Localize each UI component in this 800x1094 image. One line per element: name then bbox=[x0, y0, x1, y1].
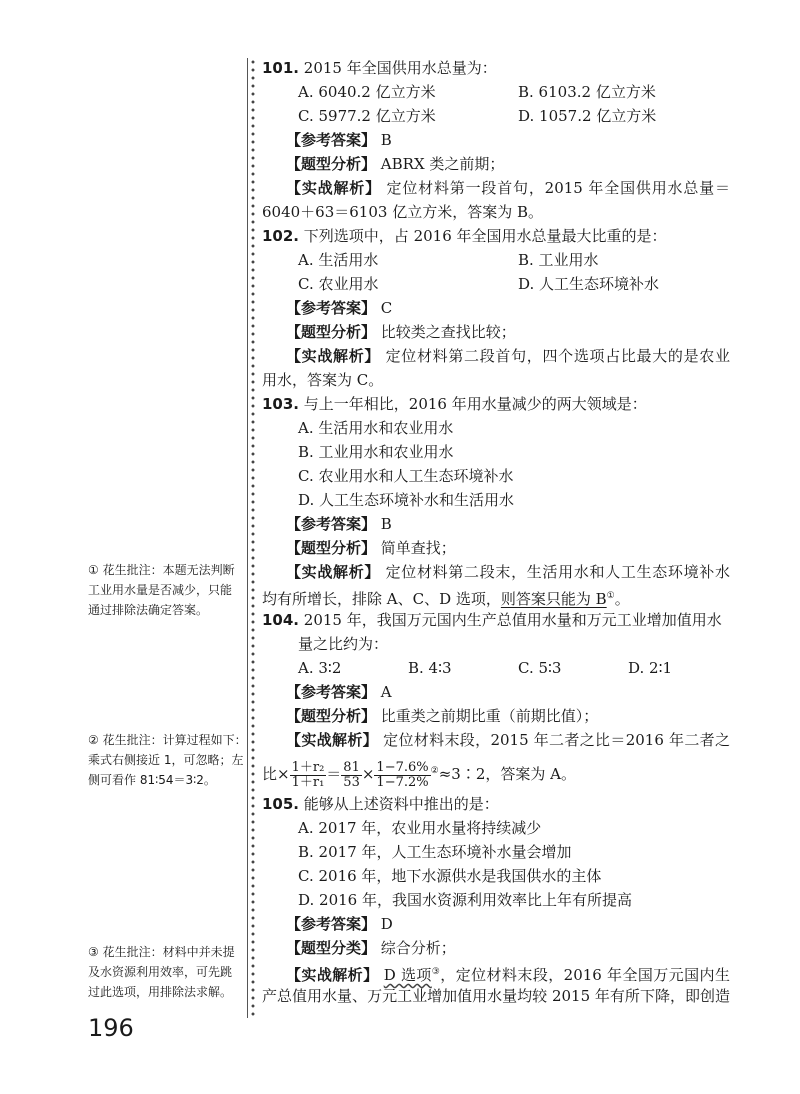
side-note-1: ① 花生批注：本题无法判断 工业用水量是否减少，只能 通过排除法确定答案。 bbox=[88, 563, 235, 617]
answer-value: A bbox=[380, 683, 392, 701]
q104-question-line1: 2015 年，我国万元国内生产总值用水量和万元工业增加值用水 bbox=[303, 611, 722, 629]
option-d-wavy: D 选项 bbox=[383, 966, 432, 984]
q101-option-b: B. 6103.2 亿立方米 bbox=[518, 83, 656, 101]
q102-option-b: B. 工业用水 bbox=[518, 251, 599, 269]
q104-option-a: A. 3∶2 bbox=[298, 659, 342, 677]
analysis-label: 【实战解析】 bbox=[286, 966, 379, 984]
q105-answer bbox=[286, 914, 393, 934]
q105-option-a: A. 2017 年，农业用水量将持续减少 bbox=[298, 819, 542, 837]
q102-type bbox=[286, 322, 516, 342]
footnote-ref-1: ① bbox=[606, 591, 615, 601]
q105-stem bbox=[262, 794, 499, 814]
type-label: 【题型分析】 bbox=[286, 539, 377, 557]
q101-stem bbox=[262, 58, 497, 78]
type-label: 【题型分析】 bbox=[286, 155, 377, 173]
answer-label: 【参考答案】 bbox=[286, 915, 377, 933]
q105-option-c: C. 2016 年，地下水源供水是我国供水的主体 bbox=[298, 867, 602, 885]
q105-type bbox=[286, 938, 456, 958]
q102-stem bbox=[262, 226, 667, 246]
q102-option-d: D. 人工生态环境补水 bbox=[518, 275, 660, 293]
q102-question: 下列选项中，占 2016 年全国用水总量最大比重的是： bbox=[303, 227, 667, 245]
answer-label: 【参考答案】 bbox=[286, 683, 377, 701]
q104-option-d: D. 2∶1 bbox=[628, 659, 673, 677]
q105-question: 能够从上述资料中推出的是： bbox=[303, 795, 499, 813]
q105-analysis-line2: 产总值用水量、万元工业增加值用水量均较 2015 年有所下降，即创造 bbox=[262, 987, 730, 1005]
q102-analysis-line2: 用水，答案为 C。 bbox=[262, 371, 384, 389]
q101-number: 101. bbox=[262, 59, 300, 77]
footnote-ref-3: ③ bbox=[431, 967, 441, 977]
q104-answer bbox=[286, 682, 392, 702]
q104-option-b: B. 4∶3 bbox=[408, 659, 452, 677]
q103-option-c: C. 农业用水和人工生态环境补水 bbox=[298, 467, 514, 485]
answer-value: B bbox=[380, 131, 392, 149]
q101-option-d: D. 1057.2 亿立方米 bbox=[518, 107, 657, 125]
type-value: 比较类之查找比较； bbox=[380, 323, 516, 341]
type-label: 【题型分析】 bbox=[286, 323, 377, 341]
q102-analysis-line1: 【实战解析】 定位材料第二段首句，四个选项占比最大的是农业 bbox=[286, 347, 730, 365]
q105-option-d: D. 2016 年，我国水资源利用效率比上年有所提高 bbox=[298, 891, 632, 909]
side-note-2: ② 花生批注：计算过程如下： 乘式右侧接近 1，可忽略；左 侧可看作 81∶54＝3∶2。 bbox=[88, 733, 247, 787]
answer-value: B bbox=[380, 515, 392, 533]
q105-option-b: B. 2017 年，人工生态环境补水量会增加 bbox=[298, 843, 572, 861]
q103-analysis-line2: 均有所增长，排除 A、C、D 选项，则答案只能为 B①。 bbox=[262, 590, 630, 608]
q102-option-a: A. 生活用水 bbox=[298, 251, 379, 269]
fraction-ratio: $\frac{81}{53}$ bbox=[343, 759, 360, 790]
q104-number: 104. bbox=[262, 611, 300, 629]
analysis-label: 【实战解析】 bbox=[286, 179, 381, 197]
q103-answer bbox=[286, 514, 392, 534]
q102-answer bbox=[286, 298, 392, 318]
q103-option-a: A. 生活用水和农业用水 bbox=[298, 419, 454, 437]
type-value: 简单查找； bbox=[380, 539, 456, 557]
type-label: 【题型分类】 bbox=[286, 939, 377, 957]
analysis-label: 【实战解析】 bbox=[286, 731, 378, 749]
q103-stem bbox=[262, 394, 647, 414]
q102-option-c: C. 农业用水 bbox=[298, 275, 379, 293]
answer-label: 【参考答案】 bbox=[286, 299, 377, 317]
q103-type bbox=[286, 538, 456, 558]
q105-analysis-line1: 【实战解析】 D 选项③，定位材料末段，2016 年全国万元国内生 bbox=[286, 966, 730, 984]
q101-analysis-line2: 6040＋63＝6103 亿立方米，答案为 B。 bbox=[262, 203, 543, 221]
q103-question: 与上一年相比，2016 年用水量减少的两大领域是： bbox=[303, 395, 647, 413]
fraction-rate: $\frac{1-7.6\%}{1-7.2\%}$ bbox=[376, 759, 429, 790]
q105-number: 105. bbox=[262, 795, 300, 813]
q101-type bbox=[286, 154, 504, 174]
answer-underline: 则答案只能为 B bbox=[500, 590, 607, 608]
q101-question: 2015 年全国供用水总量为： bbox=[303, 59, 497, 77]
q104-question-line2: 量之比约为： bbox=[298, 635, 389, 653]
q101-answer bbox=[286, 130, 392, 150]
q104-option-c: C. 5∶3 bbox=[518, 659, 562, 677]
answer-value: C bbox=[380, 299, 393, 317]
type-label: 【题型分析】 bbox=[286, 707, 377, 725]
q104-stem bbox=[262, 610, 722, 630]
q104-type bbox=[286, 706, 598, 726]
answer-label: 【参考答案】 bbox=[286, 131, 377, 149]
footnote-ref-2: ② bbox=[430, 766, 439, 776]
type-value: 比重类之前期比重（前期比值）； bbox=[380, 707, 599, 725]
answer-label: 【参考答案】 bbox=[286, 515, 377, 533]
dotted-margin-divider bbox=[249, 58, 257, 1018]
q103-option-d: D. 人工生态环境补水和生活用水 bbox=[298, 491, 515, 509]
q103-option-b: B. 工业用水和农业用水 bbox=[298, 443, 454, 461]
q101-option-a: A. 6040.2 亿立方米 bbox=[298, 83, 436, 101]
type-value: ABRX 类之前期； bbox=[380, 155, 505, 173]
q104-analysis-line1: 【实战解析】 定位材料末段，2015 年二者之比＝2016 年二者之 bbox=[286, 731, 730, 749]
q104-formula: 比× $\frac{\text{1＋r₂}}{\text{1＋r₁}}$ ＝ $\frac{81}{53}$ × $\frac{1-7.6\%}{1-7.2\%}$ ②≈3∶2，答案为 A。 bbox=[262, 759, 576, 790]
margin-rule bbox=[247, 58, 248, 1018]
analysis-label: 【实战解析】 bbox=[286, 563, 381, 581]
q101-analysis-line1: 【实战解析】 定位材料第一段首句，2015 年全国供用水总量＝ bbox=[286, 179, 730, 197]
q103-number: 103. bbox=[262, 395, 300, 413]
type-value: 综合分析； bbox=[380, 939, 456, 957]
fraction-growth: $\frac{\text{1＋r₂}}{\text{1＋r₁}}$ bbox=[291, 759, 325, 790]
answer-value: D bbox=[380, 915, 393, 933]
q103-analysis-line1: 【实战解析】 定位材料第二段末，生活用水和人工生态环境补水 bbox=[286, 563, 730, 581]
side-note-3: ③ 花生批注：材料中并未提 及水资源利用效率，可先跳 过此选项，用排除法求解。 bbox=[88, 945, 235, 999]
analysis-label: 【实战解析】 bbox=[286, 347, 381, 365]
q102-number: 102. bbox=[262, 227, 300, 245]
page-number: 196 bbox=[88, 1014, 134, 1042]
q101-option-c: C. 5977.2 亿立方米 bbox=[298, 107, 436, 125]
